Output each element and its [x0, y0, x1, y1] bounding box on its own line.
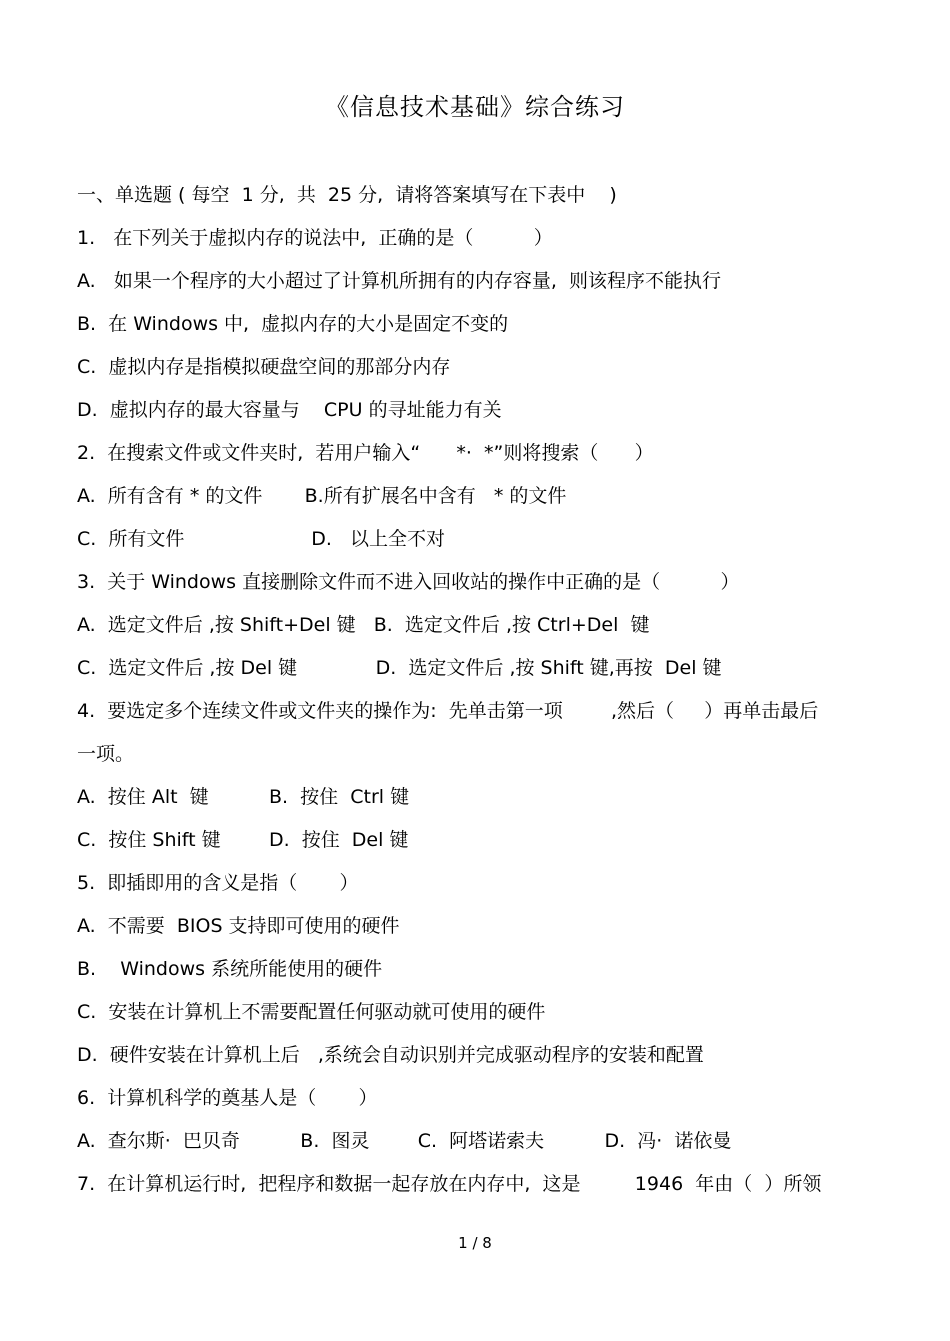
question-1-option-c: C. 虚拟内存是指模拟硬盘空间的那部分内存: [77, 356, 451, 378]
question-5-option-c: C. 安装在计算机上不需要配置任何驱动就可使用的硬件: [77, 1001, 546, 1023]
document-title: 《信息技术基础》综合练习: [325, 93, 625, 121]
question-4-continued: 一项。: [77, 743, 135, 765]
question-2-options-cd: C. 所有文件 D. 以上全不对: [77, 528, 446, 550]
question-5-option-a: A. 不需要 BIOS 支持即可使用的硬件: [77, 915, 400, 937]
question-2: 2. 在搜索文件或文件夹时, 若用户输入“ *· *”则将搜索（ ）: [77, 442, 654, 464]
question-3: 3. 关于 Windows 直接删除文件而不进入回收站的操作中正确的是（ ）: [77, 571, 740, 593]
question-5-option-b: B. Windows 系统所能使用的硬件: [77, 958, 383, 980]
question-3-options-cd: C. 选定文件后 ,按 Del 键 D. 选定文件后 ,按 Shift 键,再按 Del 键: [77, 657, 722, 679]
question-1: 1. 在下列关于虚拟内存的说法中, 正确的是（ ）: [77, 227, 553, 249]
question-6: 6. 计算机科学的奠基人是（ ）: [77, 1087, 378, 1109]
question-4-options-cd: C. 按住 Shift 键 D. 按住 Del 键: [77, 829, 409, 851]
question-4-options-ab: A. 按住 Alt 键 B. 按住 Ctrl 键: [77, 786, 410, 808]
document-body: [77, 174, 877, 1206]
page-number: 1 / 8: [458, 1234, 492, 1252]
question-1-option-d: D. 虚拟内存的最大容量与 CPU 的寻址能力有关: [77, 399, 502, 421]
question-4: 4. 要选定多个连续文件或文件夹的操作为: 先单击第一项 ,然后（ ）再单击最后: [77, 700, 819, 722]
question-2-options-ab: A. 所有含有 * 的文件 B.所有扩展名中含有 * 的文件: [77, 485, 567, 507]
section-heading: 一、单选题 ( 每空 1 分, 共 25 分, 请将答案填写在下表中 ): [77, 184, 617, 206]
question-3-options-ab: A. 选定文件后 ,按 Shift+Del 键 B. 选定文件后 ,按 Ctrl+Del 键: [77, 614, 650, 636]
question-5: 5. 即插即用的含义是指（ ）: [77, 872, 359, 894]
question-5-option-d: D. 硬件安装在计算机上后 ,系统会自动识别并完成驱动程序的安装和配置: [77, 1044, 704, 1066]
question-7: 7. 在计算机运行时, 把程序和数据一起存放在内存中, 这是 1946 年由（ ）所领: [77, 1173, 822, 1195]
question-1-option-b: B. 在 Windows 中, 虚拟内存的大小是固定不变的: [77, 313, 509, 335]
question-1-option-a: A. 如果一个程序的大小超过了计算机所拥有的内存容量, 则该程序不能执行: [77, 270, 721, 292]
question-6-options: A. 查尔斯· 巴贝奇 B. 图灵 C. 阿塔诺索夫 D. 冯· 诺依曼: [77, 1130, 732, 1152]
